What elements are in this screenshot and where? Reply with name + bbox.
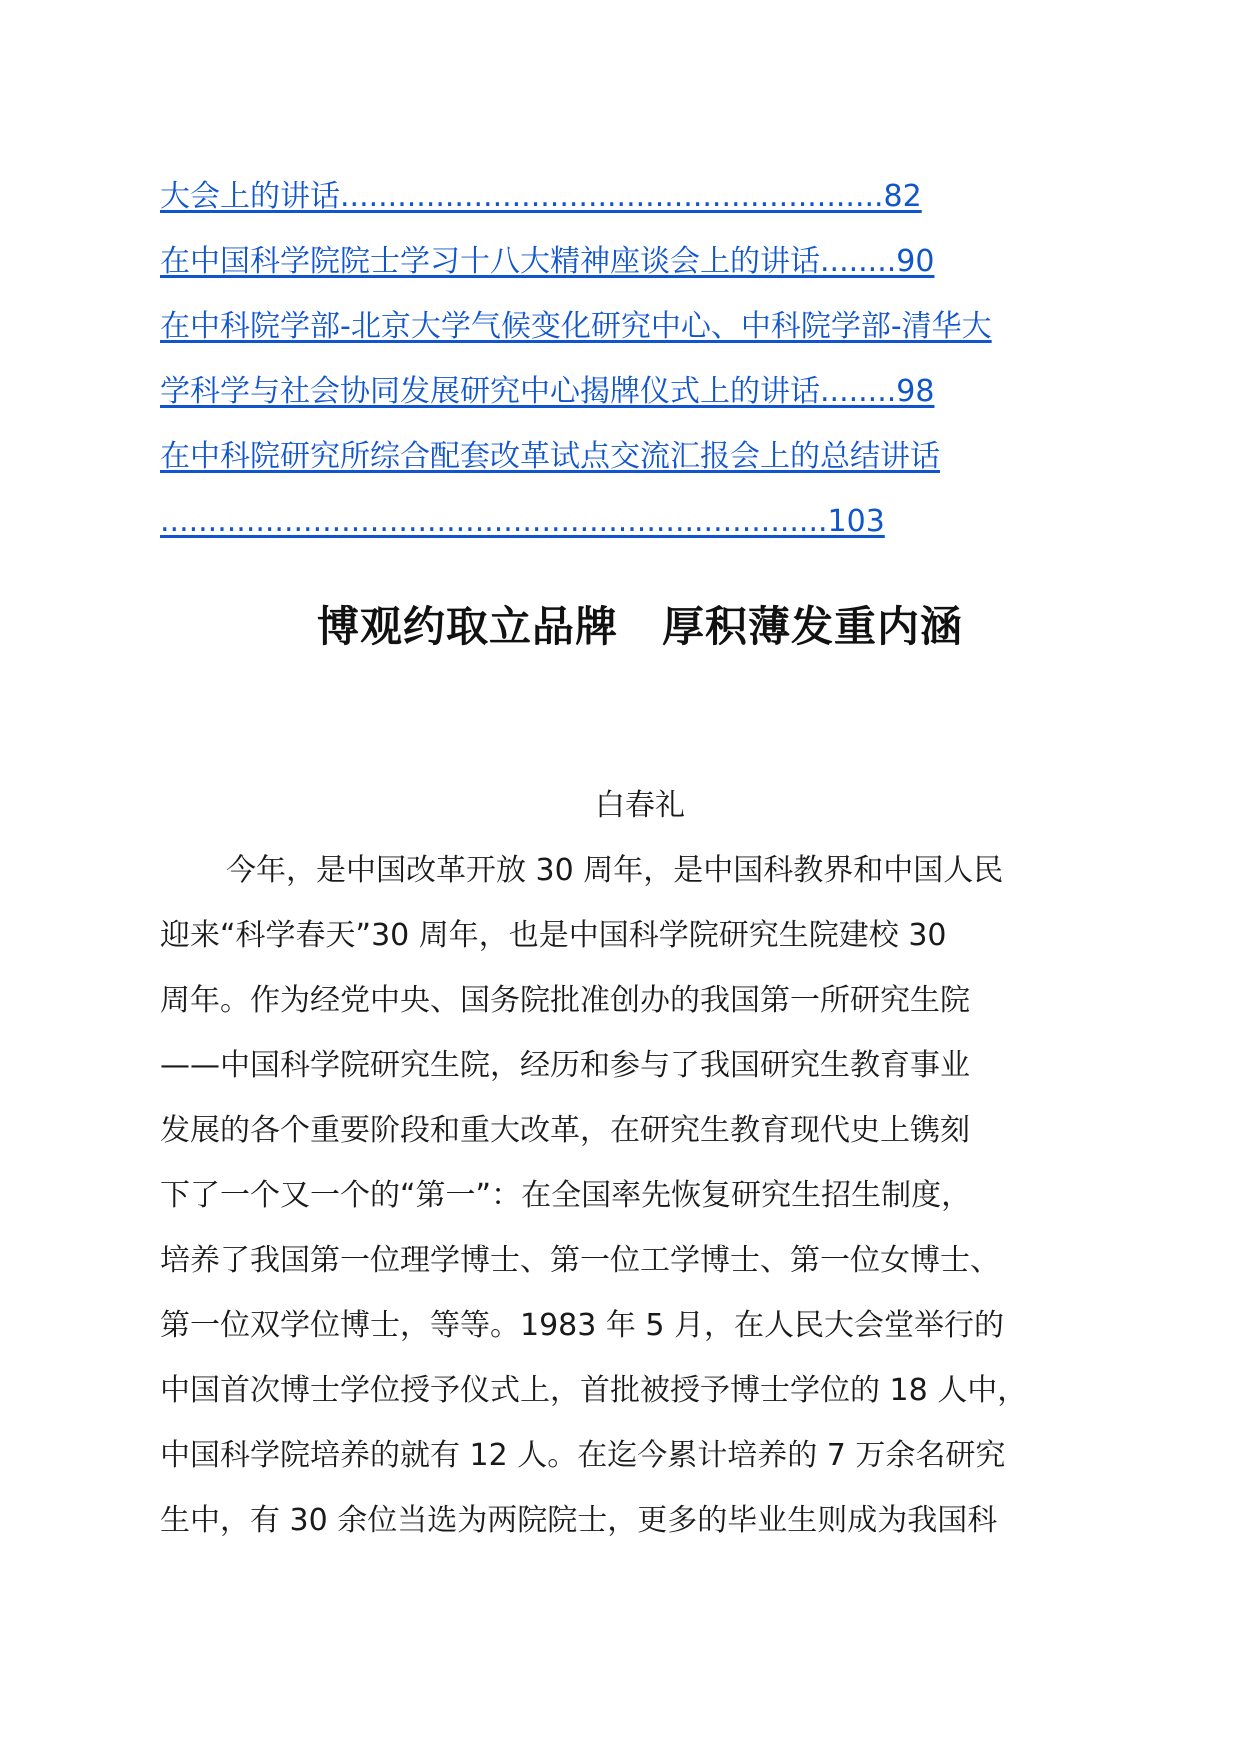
- toc-entry-line[interactable]: 学科学与社会协同发展研究中心揭牌仪式上的讲话........98: [160, 374, 935, 409]
- body-line: 发展的各个重要阶段和重大改革，在研究生教育现代史上镌刻: [160, 1113, 970, 1148]
- table-of-contents: [160, 164, 1120, 554]
- body-line: ——中国科学院研究生院，经历和参与了我国研究生教育事业: [160, 1048, 970, 1083]
- article-title-part1: 博观约取立品牌: [316, 602, 618, 651]
- toc-entry-line[interactable]: 在中国科学院院士学习十八大精神座谈会上的讲话........90: [160, 244, 935, 279]
- toc-entry-line[interactable]: ......................................................................103: [160, 504, 885, 539]
- body-line: 培养了我国第一位理学博士、第一位工学博士、第一位女博士、: [160, 1243, 1000, 1278]
- body-line: 中国首次博士学位授予仪式上，首批被授予博士学位的 18 人中，: [160, 1373, 1028, 1408]
- body-line: 周年。作为经党中央、国务院批准创办的我国第一所研究生院: [160, 983, 970, 1018]
- body-line: 生中，有 30 余位当选为两院院士，更多的毕业生则成为我国科: [160, 1503, 998, 1538]
- body-line: 第一位双学位博士，等等。1983 年 5 月，在人民大会堂举行的: [160, 1308, 1005, 1343]
- body-line: 今年，是中国改革开放 30 周年，是中国科教界和中国人民: [226, 853, 1004, 888]
- toc-entry-line[interactable]: 在中科院学部-北京大学气候变化研究中心、中科院学部-清华大: [160, 309, 992, 344]
- article-author: 白春礼: [595, 788, 685, 823]
- body-line: 迎来“科学春天”30 周年，也是中国科学院研究生院建校 30: [160, 918, 947, 953]
- body-line: 中国科学院培养的就有 12 人。在迄今累计培养的 7 万余名研究: [160, 1438, 1006, 1473]
- toc-entry-line[interactable]: 在中科院研究所综合配套改革试点交流汇报会上的总结讲话: [160, 439, 940, 474]
- toc-entry-line[interactable]: 大会上的讲话.........................................................82: [160, 179, 922, 214]
- body-line: 下了一个又一个的“第一”：在全国率先恢复研究生招生制度，: [160, 1178, 972, 1213]
- article-title-part2: 厚积薄发重内涵: [662, 602, 964, 651]
- article-title: [160, 594, 1120, 654]
- article-body: [160, 838, 1120, 1553]
